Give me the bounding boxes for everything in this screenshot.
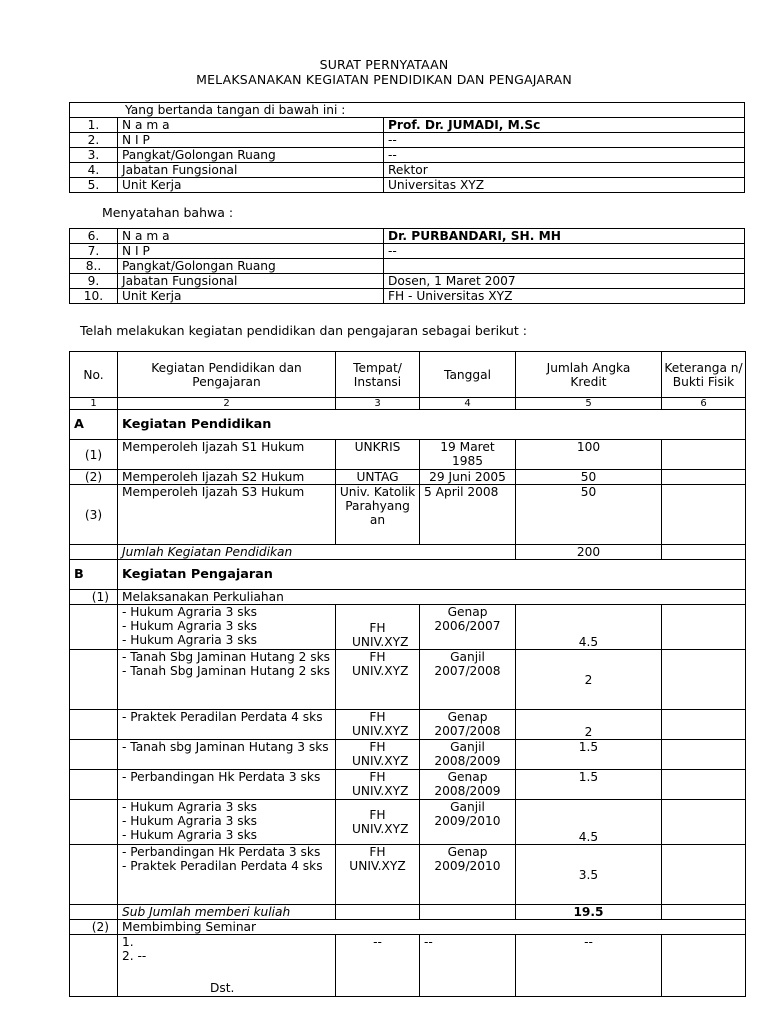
subject-name: Dr. PURBANDARI, SH. MH [384, 229, 745, 244]
row-number: 7. [70, 244, 118, 259]
subject-row [70, 229, 745, 244]
activity-cell: Memperoleh Ijazah S1 Hukum [118, 440, 336, 470]
row-number: (1) [70, 590, 118, 605]
field-label: Unit Kerja [118, 289, 384, 304]
note-cell [662, 905, 746, 920]
header-tempat: Tempat/ Instansi [336, 352, 420, 398]
course-line: - Perbandingan Hk Perdata 3 sks [122, 845, 321, 859]
table-row [70, 800, 746, 845]
place-cell: FH UNIV.XYZ [336, 845, 420, 905]
date-cell: Genap 2009/2010 [420, 845, 516, 905]
activity-intro: Telah melakukan kegiatan pendidikan dan pengajaran sebagai berikut : [80, 323, 527, 338]
place-cell: FH UNIV.XYZ [336, 800, 420, 845]
date-cell: Ganjil 2008/2009 [420, 740, 516, 770]
subject-row [70, 289, 745, 304]
empty-cell [70, 905, 118, 920]
course-line: - Hukum Agraria 3 sks [122, 633, 257, 647]
field-label: N a m a [118, 229, 384, 244]
field-label: Unit Kerja [118, 178, 384, 193]
continuation-text: Dst. [210, 981, 235, 995]
seminar-line: 2. -- [122, 949, 147, 963]
row-number: 8.. [70, 259, 118, 274]
place-cell: FH UNIV.XYZ [336, 740, 420, 770]
header-tanggal: Tanggal [420, 352, 516, 398]
date-cell: 5 April 2008 [420, 485, 516, 545]
note-cell [662, 470, 746, 485]
subtotal-value: 19.5 [516, 905, 662, 920]
section-a-total-row [70, 545, 746, 560]
table-row [70, 845, 746, 905]
section-b-header [70, 560, 746, 590]
empty-cell [70, 605, 118, 650]
credit-cell: 50 [516, 485, 662, 545]
field-label: N I P [118, 133, 384, 148]
row-number: 6. [70, 229, 118, 244]
field-label: Pangkat/Golongan Ruang [118, 259, 384, 274]
field-label: Pangkat/Golongan Ruang [118, 148, 384, 163]
subtotal-row [70, 905, 746, 920]
field-label: N I P [118, 244, 384, 259]
signer-row [70, 163, 745, 178]
note-cell [662, 440, 746, 470]
table-row [70, 710, 746, 740]
header-no: No. [70, 352, 118, 398]
section-title: Kegiatan Pendidikan [118, 410, 746, 440]
credit-cell: 2 [516, 650, 662, 710]
course-line: - Praktek Peradilan Perdata 4 sks [122, 859, 323, 873]
table-row [70, 650, 746, 710]
row-number: 1. [70, 118, 118, 133]
signer-row [70, 133, 745, 148]
seminar-line: 1. [122, 935, 134, 949]
table-row [70, 935, 746, 997]
note-cell [662, 740, 746, 770]
empty-cell [70, 545, 118, 560]
credit-cell: 1.5 [516, 770, 662, 800]
row-number: (2) [70, 470, 118, 485]
header-keterangan: Keteranga n/ Bukti Fisik [662, 352, 746, 398]
column-number: 6 [662, 398, 746, 410]
field-label: N a m a [118, 118, 384, 133]
date-cell: 19 Maret 1985 [420, 440, 516, 470]
empty-cell [420, 905, 516, 920]
item-header-row [70, 920, 746, 935]
signer-row [70, 118, 745, 133]
place-cell: UNKRIS [336, 440, 420, 470]
row-number: 10. [70, 289, 118, 304]
section-code: B [70, 560, 118, 590]
row-number: 9. [70, 274, 118, 289]
activity-cell [118, 650, 336, 710]
activity-cell [118, 770, 336, 800]
signer-row [70, 148, 745, 163]
signer-intro-row [70, 103, 745, 118]
row-number: 2. [70, 133, 118, 148]
table-row [70, 470, 746, 485]
column-number: 5 [516, 398, 662, 410]
activity-table [69, 351, 746, 997]
note-cell [662, 935, 746, 997]
signer-name: Prof. Dr. JUMADI, M.Sc [384, 118, 745, 133]
credit-cell: 2 [516, 710, 662, 740]
course-line: - Hukum Agraria 3 sks [122, 800, 257, 814]
column-number: 3 [336, 398, 420, 410]
activity-cell [118, 740, 336, 770]
credit-cell: -- [516, 935, 662, 997]
activity-cell: Memperoleh Ijazah S2 Hukum [118, 470, 336, 485]
document-title: SURAT PERNYATAAN [319, 57, 449, 72]
course-line: - Hukum Agraria 3 sks [122, 828, 257, 842]
activity-cell: Memperoleh Ijazah S3 Hukum [118, 485, 336, 545]
subject-table [69, 228, 745, 304]
course-line: - Tanah Sbg Jaminan Hutang 2 sks [122, 650, 331, 664]
section-a-header [70, 410, 746, 440]
field-label: Jabatan Fungsional [118, 274, 384, 289]
table-row [70, 740, 746, 770]
subtotal-label: Sub Jumlah memberi kuliah [118, 905, 336, 920]
place-cell: FH UNIV.XYZ [336, 605, 420, 650]
column-number-row [70, 398, 746, 410]
credit-cell: 100 [516, 440, 662, 470]
empty-cell [70, 770, 118, 800]
table-row [70, 440, 746, 470]
signer-nip: -- [384, 133, 745, 148]
credit-cell: 1.5 [516, 740, 662, 770]
course-line: - Tanah sbg Jaminan Hutang 3 sks [122, 740, 329, 754]
date-cell: -- [420, 935, 516, 997]
place-cell: FH UNIV.XYZ [336, 710, 420, 740]
header-kegiatan: Kegiatan Pendidikan dan Pengajaran [118, 352, 336, 398]
date-cell: Genap 2006/2007 [420, 605, 516, 650]
signer-position: Rektor [384, 163, 745, 178]
activity-cell [118, 605, 336, 650]
signer-unit: Universitas XYZ [384, 178, 745, 193]
course-line: - Hukum Agraria 3 sks [122, 814, 257, 828]
subject-row [70, 244, 745, 259]
date-cell: Ganjil 2009/2010 [420, 800, 516, 845]
table-row [70, 485, 746, 545]
subject-unit: FH - Universitas XYZ [384, 289, 745, 304]
empty-cell [70, 740, 118, 770]
date-cell: Ganjil 2007/2008 [420, 650, 516, 710]
place-cell: -- [336, 935, 420, 997]
date-cell: 29 Juni 2005 [420, 470, 516, 485]
activity-cell [118, 800, 336, 845]
place-cell: UNTAG [336, 470, 420, 485]
date-cell: Genap 2007/2008 [420, 710, 516, 740]
row-number: (1) [70, 440, 118, 470]
item-header-row [70, 590, 746, 605]
item-title: Membimbing Seminar [118, 920, 746, 935]
section-title: Kegiatan Pengajaran [118, 560, 746, 590]
note-cell [662, 485, 746, 545]
note-cell [662, 770, 746, 800]
subject-row [70, 274, 745, 289]
place-cell: FH UNIV.XYZ [336, 650, 420, 710]
activity-cell [118, 935, 336, 997]
course-line: - Hukum Agraria 3 sks [122, 619, 257, 633]
row-number: 5. [70, 178, 118, 193]
note-cell [662, 710, 746, 740]
section-code: A [70, 410, 118, 440]
date-cell: Genap 2008/2009 [420, 770, 516, 800]
signer-rank: -- [384, 148, 745, 163]
table-row [70, 770, 746, 800]
row-number: 4. [70, 163, 118, 178]
signer-intro: Yang bertanda tangan di bawah ini : [70, 103, 745, 118]
empty-cell [70, 710, 118, 740]
subject-position: Dosen, 1 Maret 2007 [384, 274, 745, 289]
row-number: (3) [70, 485, 118, 545]
credit-cell: 4.5 [516, 605, 662, 650]
total-label: Jumlah Kegiatan Pendidikan [118, 545, 516, 560]
credit-cell: 3.5 [516, 845, 662, 905]
document-subtitle: MELAKSANAKAN KEGIATAN PENDIDIKAN DAN PENGAJARAN [196, 72, 572, 87]
activity-cell [118, 845, 336, 905]
note-cell [662, 605, 746, 650]
place-cell: FH UNIV.XYZ [336, 770, 420, 800]
course-line: - Perbandingan Hk Perdata 3 sks [122, 770, 321, 784]
course-line: - Hukum Agraria 3 sks [122, 605, 257, 619]
note-cell [662, 545, 746, 560]
column-number: 4 [420, 398, 516, 410]
empty-cell [70, 845, 118, 905]
header-jumlah: Jumlah Angka Kredit [516, 352, 662, 398]
note-cell [662, 800, 746, 845]
total-value: 200 [516, 545, 662, 560]
statement-text: Menyatahan bahwa : [102, 205, 234, 220]
note-cell [662, 845, 746, 905]
signer-table [69, 102, 745, 193]
column-number: 2 [118, 398, 336, 410]
row-number: (2) [70, 920, 118, 935]
field-label: Jabatan Fungsional [118, 163, 384, 178]
course-line: - Tanah Sbg Jaminan Hutang 2 sks [122, 664, 331, 678]
empty-cell [336, 905, 420, 920]
subject-rank [384, 259, 745, 274]
subject-nip: -- [384, 244, 745, 259]
table-header [70, 352, 746, 398]
row-number: 3. [70, 148, 118, 163]
credit-cell: 4.5 [516, 800, 662, 845]
empty-cell [70, 800, 118, 845]
column-number: 1 [70, 398, 118, 410]
signer-row [70, 178, 745, 193]
subject-row [70, 259, 745, 274]
empty-cell [70, 935, 118, 997]
course-line: - Praktek Peradilan Perdata 4 sks [122, 710, 323, 724]
note-cell [662, 650, 746, 710]
table-row [70, 605, 746, 650]
credit-cell: 50 [516, 470, 662, 485]
empty-cell [70, 650, 118, 710]
place-cell: Univ. Katolik Parahyang an [336, 485, 420, 545]
activity-cell [118, 710, 336, 740]
item-title: Melaksanakan Perkuliahan [118, 590, 746, 605]
